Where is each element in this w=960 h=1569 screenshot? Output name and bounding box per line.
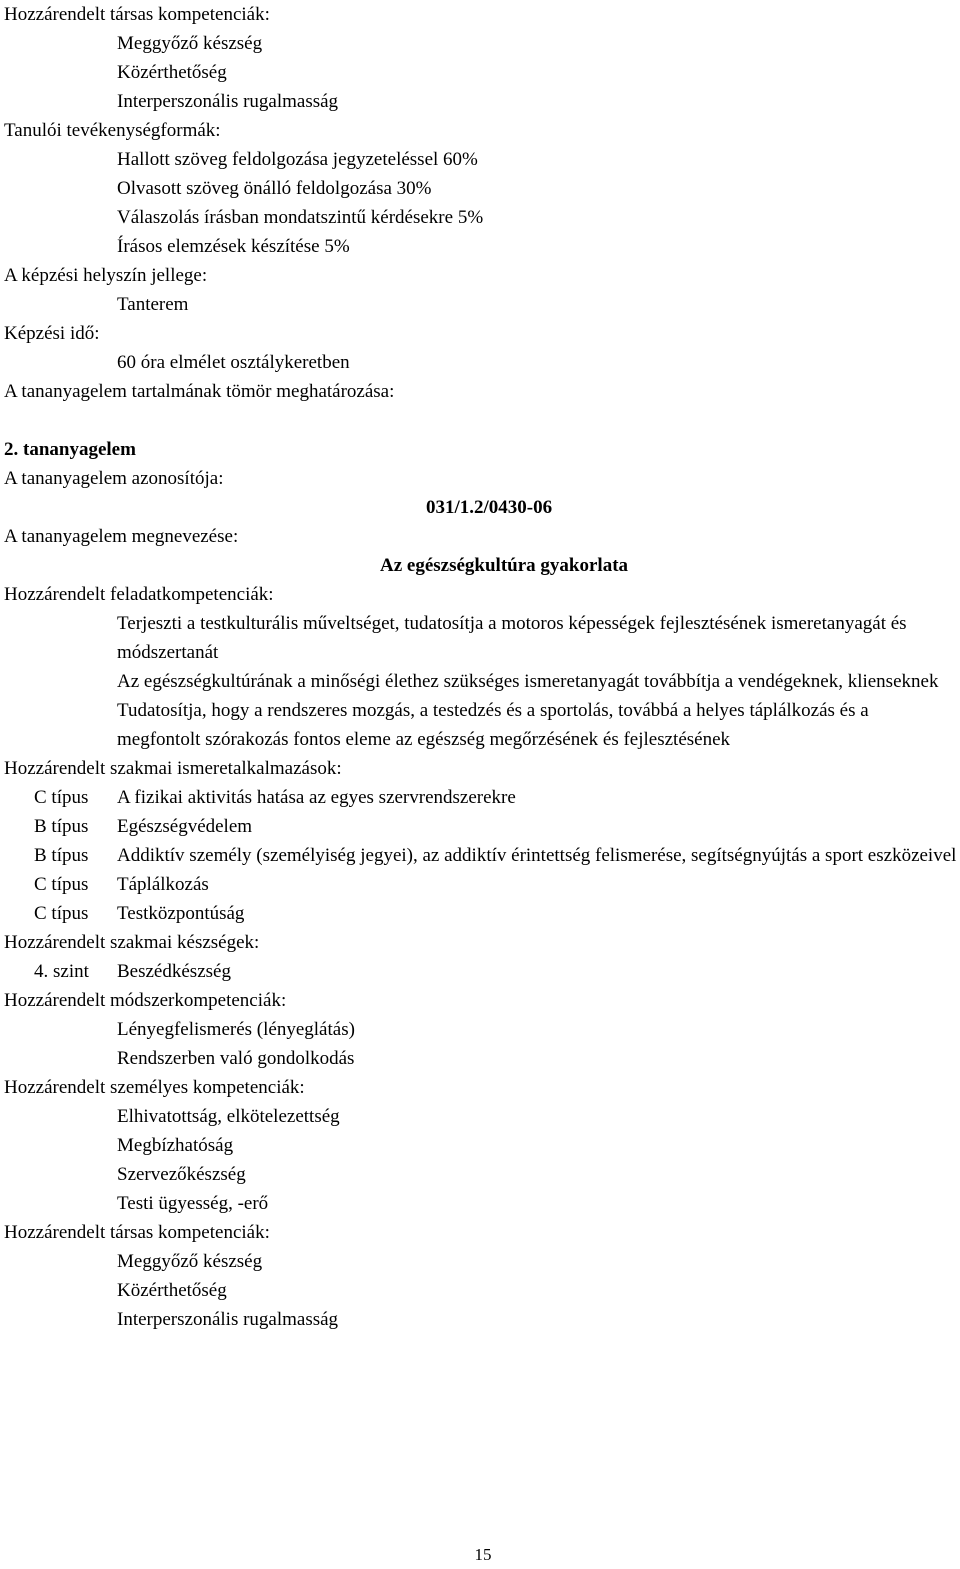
feladat-heading: Hozzárendelt feladatkompetenciák: [4,584,274,605]
page-number: 15 [474,1545,492,1564]
szemelyes-item: Elhivatottság, elkötelezettség [117,1106,340,1127]
ismeret-type: C típus [34,787,89,808]
tartalom-heading: A tananyagelem tartalmának tömör meghatározása: [4,381,395,402]
tevekenyseg-item: Válaszolás írásban mondatszintű kérdésekre 5% [117,207,484,228]
keszseg-row [4,957,960,986]
ismeret-row [4,841,960,870]
tarsas-item: Közérthetőség [117,62,227,83]
ismeret-row [4,899,960,928]
szemelyes-item: Testi ügyesség, -erő [117,1193,269,1214]
section-title: 2. tananyagelem [4,439,136,460]
modszer-item: Lényegfelismerés (lényeglátás) [117,1019,355,1040]
ismeret-text: A fizikai aktivitás hatása az egyes szervrendszerekre [117,787,516,808]
ismeret-text: Addiktív személy (személyiség jegyei), az addiktív érintettség felismerése, segítségnyújtás a sport eszközeivel [117,845,957,866]
modszer-heading: Hozzárendelt módszerkompetenciák: [4,990,287,1011]
ismeret-row [4,870,960,899]
ismeret-row [4,812,960,841]
keszseg-level: 4. szint [34,961,89,982]
ismeret-text: Egészségvédelem [117,816,253,837]
feladat-item: Tudatosítja, hogy a rendszeres mozgás, a testedzés és a sportolás, továbbá a helyes táplálkozás és a megfontolt szórakozás fontos eleme az egészség megőrzésének és fejlesztésének [117,700,869,750]
document-page [4,0,960,1334]
tarsas-item: Interperszonális rugalmasság [117,91,339,112]
tarsas-heading: Hozzárendelt társas kompetenciák: [4,1222,270,1243]
szemelyes-item: Megbízhatóság [117,1135,234,1156]
tevekenyseg-heading: Tanulói tevékenységformák: [4,120,221,141]
tarsas-item: Meggyőző készség [117,33,263,54]
spacer [4,406,960,435]
tevekenyseg-item: Írásos elemzések készítése 5% [117,236,350,257]
ismeret-text: Testközpontúság [117,903,245,924]
tevekenyseg-item: Olvasott szöveg önálló feldolgozása 30% [117,178,432,199]
ido-value: 60 óra elmélet osztálykeretben [117,352,350,373]
azonosito-value: 031/1.2/0430-06 [426,497,553,518]
tarsas-heading-top: Hozzárendelt társas kompetenciák: [4,4,270,25]
ismeret-heading: Hozzárendelt szakmai ismeretalkalmazások: [4,758,342,779]
szemelyes-heading: Hozzárendelt személyes kompetenciák: [4,1077,305,1098]
tarsas-item: Meggyőző készség [117,1251,263,1272]
ismeret-type: B típus [34,816,89,837]
megnevezes-label: A tananyagelem megnevezése: [4,526,239,547]
ismeret-row [4,783,960,812]
helyszin-value: Tanterem [117,294,189,315]
feladat-item: Az egészségkultúrának a minőségi élethez szükséges ismeretanyagát továbbítja a vendégeknek, klienseknek [117,671,939,692]
ido-heading: Képzési idő: [4,323,100,344]
ismeret-type: B típus [34,845,89,866]
keszseg-heading: Hozzárendelt szakmai készségek: [4,932,260,953]
modszer-item: Rendszerben való gondolkodás [117,1048,355,1069]
szemelyes-item: Szervezőkészség [117,1164,246,1185]
ismeret-text: Táplálkozás [117,874,209,895]
feladat-item: Terjeszti a testkulturális műveltséget, tudatosítja a motoros képességek fejlesztésének ismeretanyagát és módszertanát [117,613,907,663]
ismeret-type: C típus [34,874,89,895]
azonosito-label: A tananyagelem azonosítója: [4,468,224,489]
tarsas-item: Interperszonális rugalmasság [117,1309,339,1330]
tevekenyseg-item: Hallott szöveg feldolgozása jegyzeteléssel 60% [117,149,478,170]
ismeret-type: C típus [34,903,89,924]
megnevezes-value: Az egészségkultúra gyakorlata [380,555,629,576]
keszseg-value: Beszédkészség [117,961,231,982]
helyszin-heading: A képzési helyszín jellege: [4,265,208,286]
tarsas-item: Közérthetőség [117,1280,227,1301]
